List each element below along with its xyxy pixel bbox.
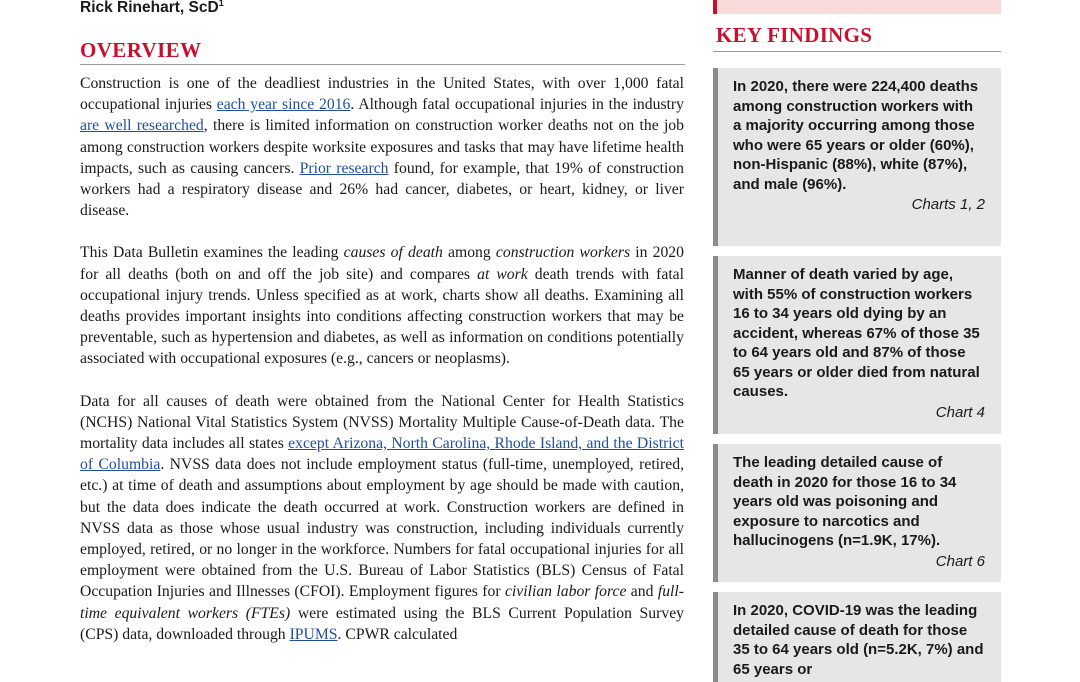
key-finding-box	[713, 444, 1001, 582]
overview-body	[80, 73, 684, 666]
key-finding-chart-ref: Chart 4	[935, 403, 985, 421]
overview-paragraph-2: This Data Bulletin examines the leading causes of death among construction workers in 2020 for all deaths (both on and off the job site) and compares at work death trends with fatal occupational injury trends. Unless specified as at work, charts show all deaths. Examining all deaths provides important insights into conditions affecting construction workers that may be preventable, such as hypertension and diabetes, as well as information on conditions potentially associated with occupational exposures (e.g., cancers or neoplasms).	[80, 244, 684, 368]
key-finding-box	[713, 68, 1001, 246]
overview-paragraph-3: Data for all causes of death were obtained from the National Center for Health Statistics (NCHS) National Vital Statistics System (NVSS) Mortality Multiple Cause-of-Death data. The mortality data includes all states except Arizona, North Carolina, Rhode Island, and the District of Columbia. NVSS data does not include employment status (full-time, unemployed, retired, etc.) at time of death and assumptions about employment by age should be made with caution, but the data does indicate the death occurred at work. Construction workers are defined in NVSS data as those whose usual industry was construction, including individuals currently employed, retired, or no longer in the workforce. Numbers for fatal occupational injuries for all employment were obtained from the U.S. Bureau of Labor Statistics (BLS) Census of Fatal Occupation Injuries and Illnesses (CFOI). Employment figures for civilian labor force and full-time equivalent workers (FTEs) were estimated using the BLS Current Population Survey (CPS) data, downloaded through IPUMS. CPWR calculated	[80, 392, 685, 643]
emphasized-text: construction workers	[495, 244, 631, 262]
key-finding-text: Manner of death varied by age, with 55% of construction workers 16 to 34 years old dying by an accident, whereas 67% of those 35 to 64 years old and 87% of those 65 years or older died from natural causes.	[733, 266, 980, 400]
emphasized-text: causes of death	[343, 244, 443, 262]
overview-divider	[80, 64, 685, 65]
inline-link[interactable]: IPUMS	[289, 625, 338, 643]
inline-link[interactable]: are well researched	[80, 117, 204, 135]
inline-link[interactable]: except Arizona, North Carolina, Rhode Island, and the District of Columbia	[80, 435, 684, 474]
inline-link[interactable]: each year since 2016	[216, 96, 351, 114]
key-findings-divider	[713, 51, 1001, 52]
key-findings-heading: KEY FINDINGS	[716, 23, 873, 47]
key-finding-box	[713, 592, 1001, 682]
key-finding-chart-ref: Chart 6	[935, 552, 985, 570]
overview-heading: OVERVIEW	[80, 38, 202, 62]
key-finding-chart-ref: Charts 1, 2	[911, 196, 985, 213]
overview-paragraph-1: Construction is one of the deadliest industries in the United States, with over 1,000 fatal occupational injuries each year since 2016. Although fatal occupational injuries in the industry are well researched, there is limited information on construction worker deaths not on the job among construction workers despite worksite exposures and tasks that may have lifetime health impacts, such as causing cancers. Prior research found, for example, that 19% of construction workers had a respiratory disease and 26% had cancer, diabetes, or heart, kidney, or liver disease.	[80, 75, 684, 220]
key-finding-box	[713, 256, 1001, 434]
author-byline	[80, 0, 224, 17]
author-footnote-marker: 1	[218, 0, 224, 8]
key-finding-text: In 2020, COVID-19 was the leading detailed cause of death for those 35 to 64 years old (n=5.2K, 7%) and 65 years or	[733, 602, 984, 678]
emphasized-text: at work	[477, 265, 528, 283]
key-finding-text: The leading detailed cause of death in 2020 for those 16 to 34 years old was poisoning and exposure to narcotics and hallucinogens (n=1.9K, 17%).	[733, 454, 957, 549]
sidebar-accent-bar	[713, 0, 1001, 14]
inline-link[interactable]: Prior research	[299, 159, 389, 177]
emphasized-text: civilian labor force	[504, 583, 627, 601]
author-name: Rick Rinehart, ScD	[80, 0, 219, 17]
emphasized-text: full-time equivalent workers (FTEs)	[80, 583, 684, 622]
key-finding-text: In 2020, there were 224,400 deaths among construction workers with a majority occurring among those who were 65 years or older (60%), non-Hispanic (88%), white (87%), and male (96%).	[733, 78, 979, 193]
